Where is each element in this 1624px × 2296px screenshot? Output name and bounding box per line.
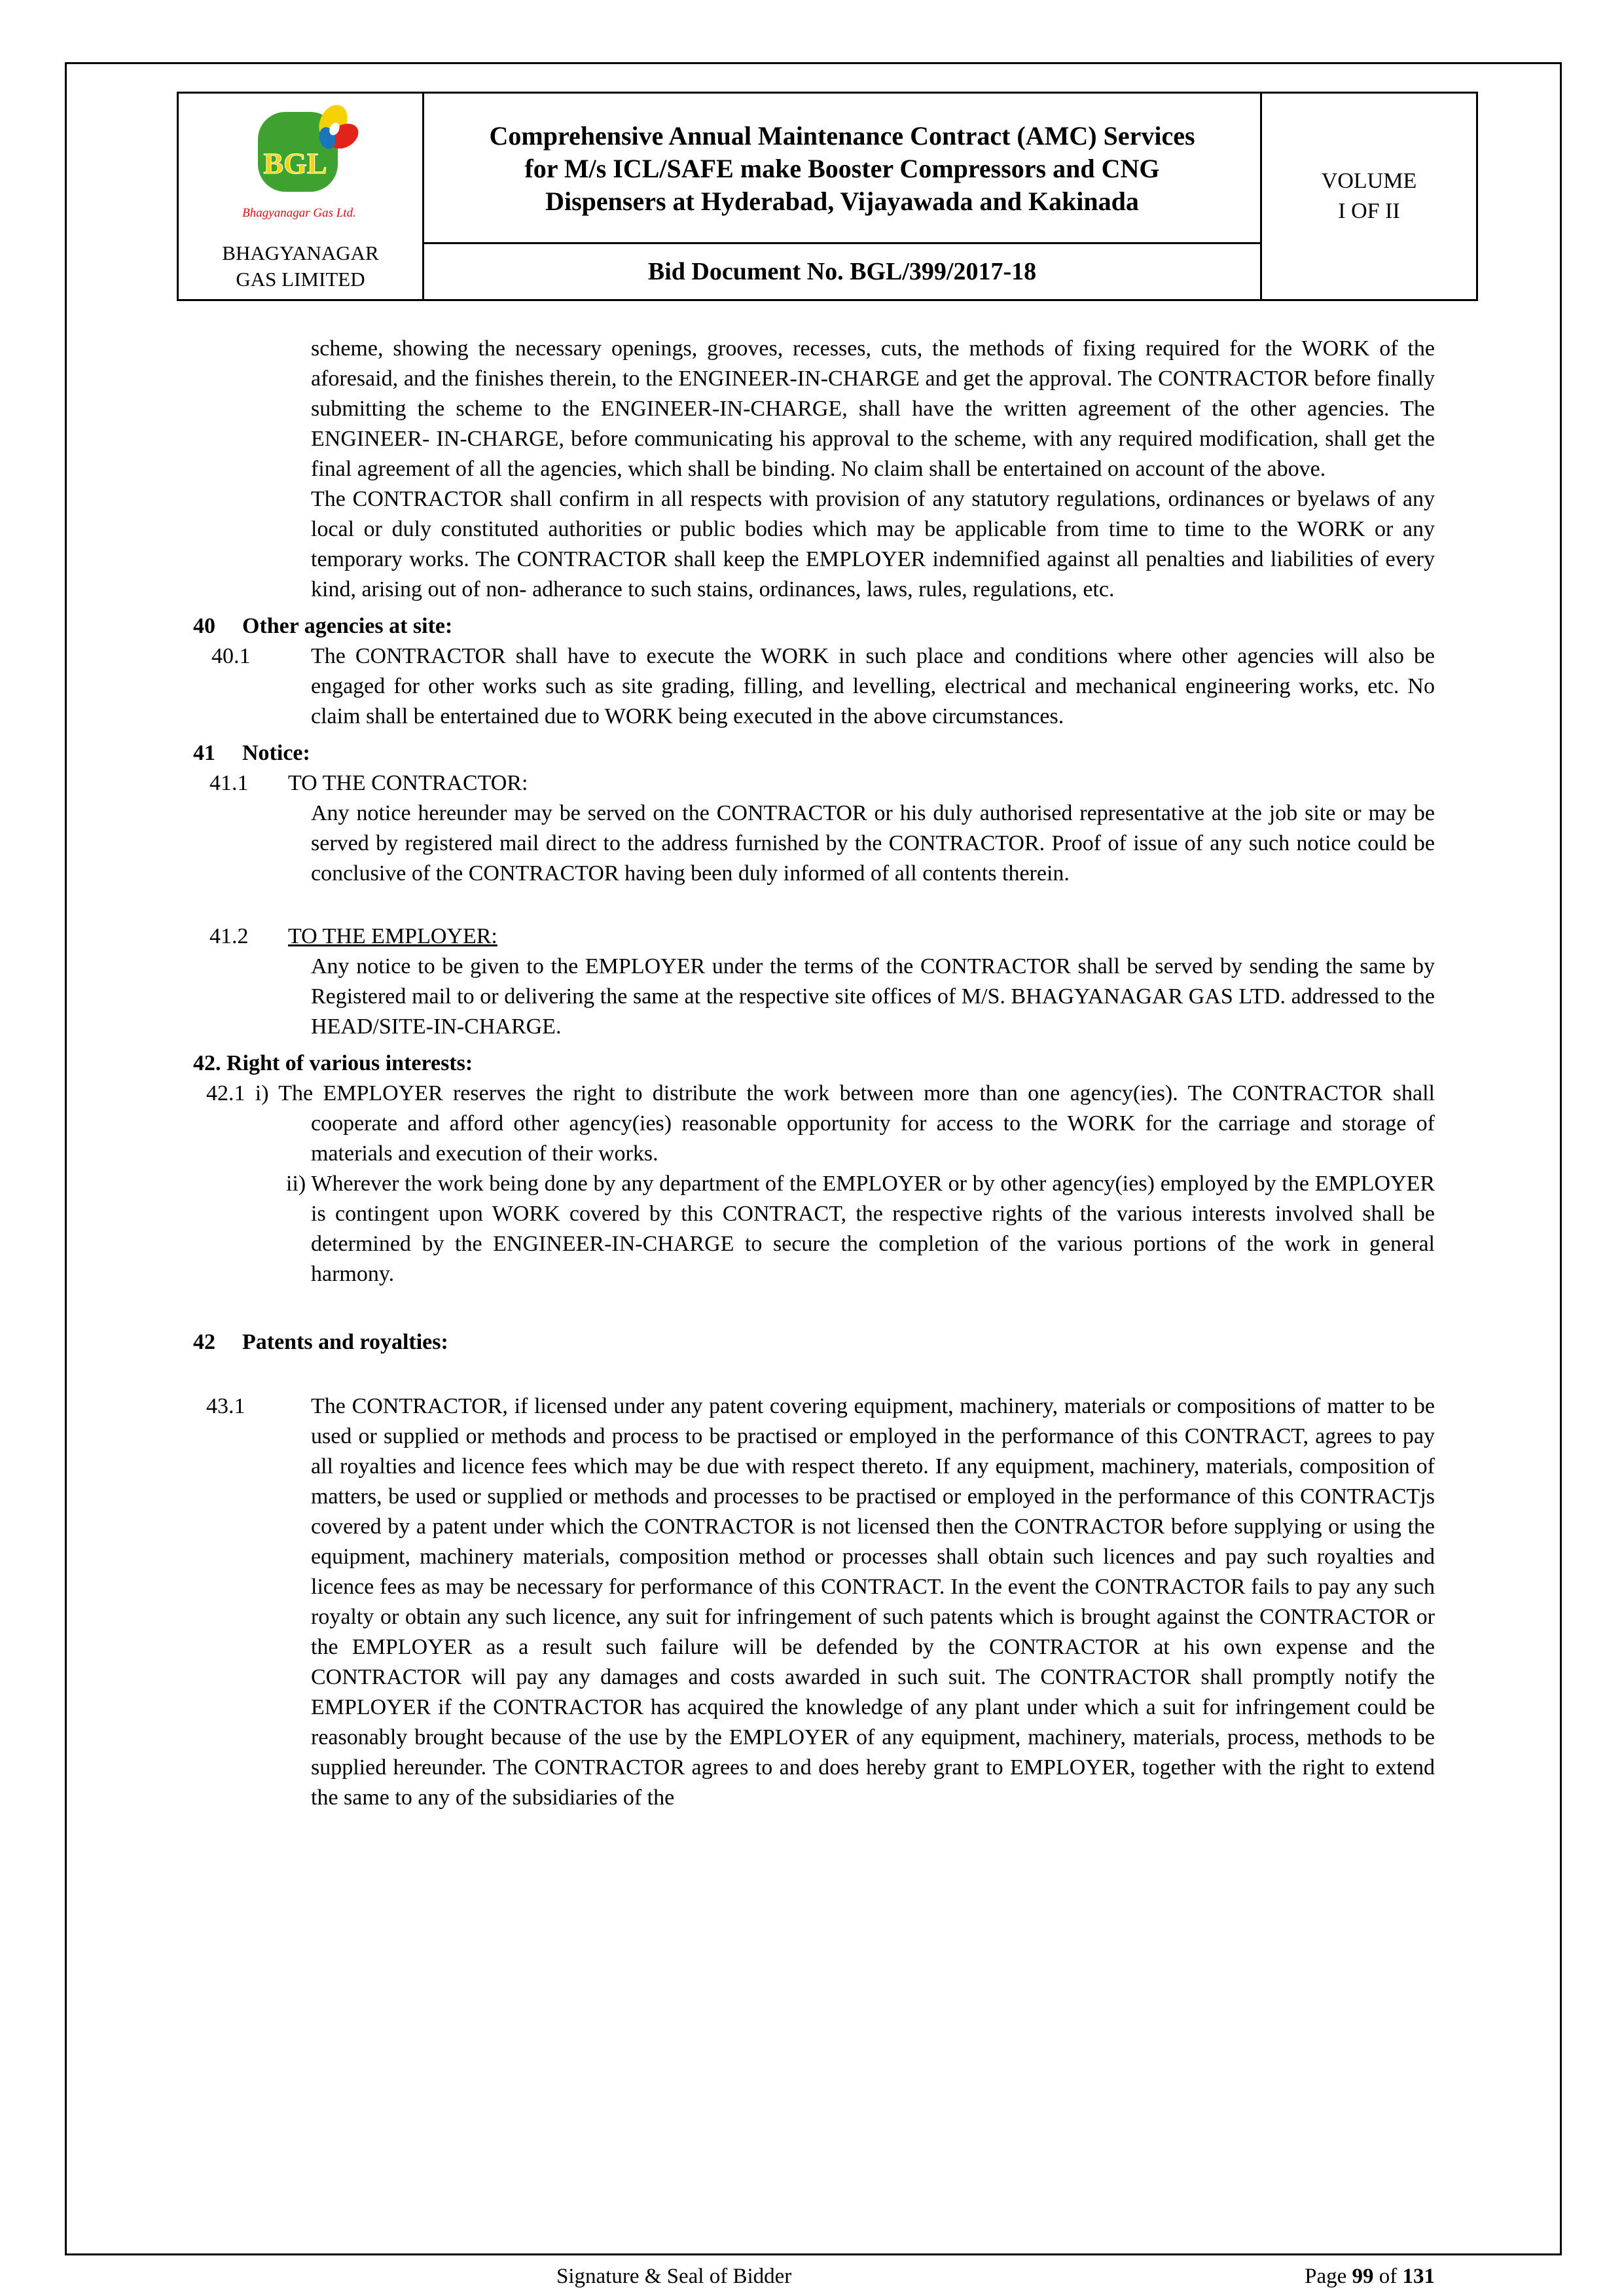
- section-42-1: [206, 1079, 1435, 1169]
- paragraph-statutory: The CONTRACTOR shall confirm in all respects with provision of any statutory regulations, ordinances or byelaws of any local or duly constituted authorities or public bodies which may be applicable from time to time to the WORK or any temporary works. The CONTRACTOR shall keep the EMPLOYER indemnified against all penalties and liabilities of every kind, arising out of non- adherance to such stains, ordinances, laws, rules, regulations, etc.: [311, 487, 1435, 601]
- section-43-1: [193, 1391, 1435, 1813]
- section-40-title: Other agencies at site:: [242, 614, 453, 638]
- logo-caption: Bhagyanagar Gas Ltd.: [242, 206, 356, 220]
- footer-signature: Signature & Seal of Bidder: [556, 2265, 792, 2288]
- section-41-2-title: TO THE EMPLOYER:: [288, 924, 497, 948]
- section-42-ii: [286, 1169, 1435, 1289]
- section-40-heading: [193, 611, 1435, 641]
- section-41-1-text: Any notice hereunder may be served on the CONTRACTOR or his duly authorised representative at the job site or may be served by registered mail direct to the address furnished by the CONTRACTOR. Proof of issue of any such notice could be conclusive of the CONTRACTOR having been duly informed of all contents therein.: [311, 801, 1435, 886]
- logo-cell: [178, 93, 424, 300]
- section-43-1-text: The CONTRACTOR, if licensed under any patent covering equipment, machinery, materials or compositions of matter to be used or supplied or methods and process to be practised or employed in the performance of this CONTRACT, agrees to pay all royalties and licence fees which may be due with respect thereto. If any equipment, machinery, materials, composition of matters, be used or supplied or methods and processes to be practised or employed in the performance of this CONTRACTjs covered by a patent under which the CONTRACTOR is not licensed then the CONTRACTOR before supplying or using the equipment, machinery materials, composition method or processes shall obtain such licences and pay such royalties and licence fees as may be necessary for performance of this CONTRACT. In the event the CONTRACTOR fails to pay any such royalty or obtain any such licence, any suit for infringement of such patents which is brought against the CONTRACTOR or the EMPLOYER as a result such failure will be defended by the CONTRACTOR at his own expense and the CONTRACTOR will pay any damages and costs awarded in such suit. The CONTRACTOR shall promptly notify the EMPLOYER if the CONTRACTOR has acquired the knowledge of any plant under which a suit for infringement could be reasonably brought because of the use by the EMPLOYER of any equipment, machinery, materials, process, methods to be supplied hereunder. The CONTRACTOR agrees to and does hereby grant to EMPLOYER, together with the right to extend the same to any of the subsidiaries of the: [311, 1394, 1435, 1810]
- section-40-1-number: 40.1: [211, 644, 251, 668]
- document-body: [193, 334, 1435, 1813]
- section-42-patents-title: Patents and royalties:: [242, 1330, 448, 1354]
- section-40-1: [193, 641, 1435, 732]
- section-43-1-number: 43.1: [206, 1394, 245, 1418]
- section-41-2-heading: [193, 922, 1435, 952]
- footer-page-current: 99: [1352, 2265, 1374, 2288]
- section-41-1-number: 41.1: [209, 771, 249, 795]
- company-name: [183, 240, 418, 293]
- page-footer: [193, 2263, 1435, 2293]
- section-41-2-number: 41.2: [209, 924, 249, 948]
- bid-doc-number: Bid Document No. BGL/399/2017-18: [647, 257, 1037, 285]
- volume-label: [1267, 166, 1471, 226]
- footer-page-prefix: Page: [1305, 2265, 1352, 2288]
- volume-line2: I OF II: [1338, 199, 1400, 223]
- section-42-rights-title: 42. Right of various interests:: [193, 1051, 473, 1075]
- section-41-heading: [193, 738, 1435, 768]
- page-border: [65, 62, 1562, 2255]
- section-42-patents-number: 42: [193, 1330, 215, 1354]
- section-41-1-title: TO THE CONTRACTOR:: [288, 771, 528, 795]
- section-41-number: 41: [193, 741, 215, 765]
- company-logo: [235, 100, 366, 234]
- header-table: [177, 92, 1478, 301]
- bid-doc-cell: [424, 243, 1261, 300]
- title-cell: [424, 93, 1261, 243]
- logo-bgl-text: BGL: [263, 147, 327, 180]
- section-42-patents-heading: [193, 1327, 1435, 1357]
- section-42-1-text: The EMPLOYER reserves the right to distribute the work between more than one agency(ies). The CONTRACTOR shall cooperate and afford other agency(ies) reasonable opportunity for access to the WORK for the carriage and storage of materials and execution of their works.: [278, 1081, 1435, 1166]
- footer-page-number: [1305, 2263, 1435, 2289]
- section-42-ii-number: ii): [286, 1172, 306, 1196]
- footer-page-total: 131: [1402, 2265, 1435, 2288]
- paragraph-scheme: scheme, showing the necessary openings, grooves, recesses, cuts, the methods of fixing required for the WORK of the aforesaid, and the finishes therein, to the ENGINEER-IN-CHARGE and get the approval. The CONTRACTOR before finally submitting the scheme to the ENGINEER-IN-CHARGE, shall have the written agreement of the other agencies. The ENGINEER- IN-CHARGE, before communicating his approval to the scheme, with any required modification, shall get the final agreement of all the agencies, which shall be binding. No claim shall be entertained on account of the above.: [311, 336, 1435, 481]
- volume-cell: [1261, 93, 1477, 300]
- company-name-line2: GAS LIMITED: [236, 268, 365, 291]
- section-42-rights-heading: [193, 1049, 1435, 1079]
- footer-page-mid: of: [1373, 2265, 1403, 2288]
- volume-line1: VOLUME: [1321, 169, 1417, 193]
- section-42-1-number: 42.1 i): [206, 1081, 269, 1105]
- section-41-1-heading: [193, 768, 1435, 798]
- company-name-line1: BHAGYANAGAR: [222, 242, 379, 264]
- section-42-ii-text: Wherever the work being done by any department of the EMPLOYER or by other agency(ies) employed by the EMPLOYER is contingent upon WORK covered by this CONTRACT, the respective rights of the various interests involved shall be determined by the ENGINEER-IN-CHARGE to secure the completion of the various portions of the work in general harmony.: [311, 1172, 1435, 1286]
- section-41-2-text: Any notice to be given to the EMPLOYER under the terms of the CONTRACTOR shall be served by sending the same by Registered mail to or delivering the same at the respective site offices of M/S. BHAGYANAGAR GAS LTD. addressed to the HEAD/SITE-IN-CHARGE.: [311, 954, 1435, 1039]
- section-41-title: Notice:: [242, 741, 310, 765]
- section-40-1-text: The CONTRACTOR shall have to execute the WORK in such place and conditions where other agencies will also be engaged for other works such as site grading, filling, and levelling, electrical and mechanical engineering works, etc. No claim shall be entertained due to WORK being executed in the above circumstances.: [311, 644, 1435, 728]
- doc-title: Comprehensive Annual Maintenance Contract (AMC) Services for M/s ICL/SAFE make Booster Compressors and CNG Dispensers at Hyderabad, Vijayawada and Kakinada: [489, 121, 1195, 217]
- section-40-number: 40: [193, 614, 215, 638]
